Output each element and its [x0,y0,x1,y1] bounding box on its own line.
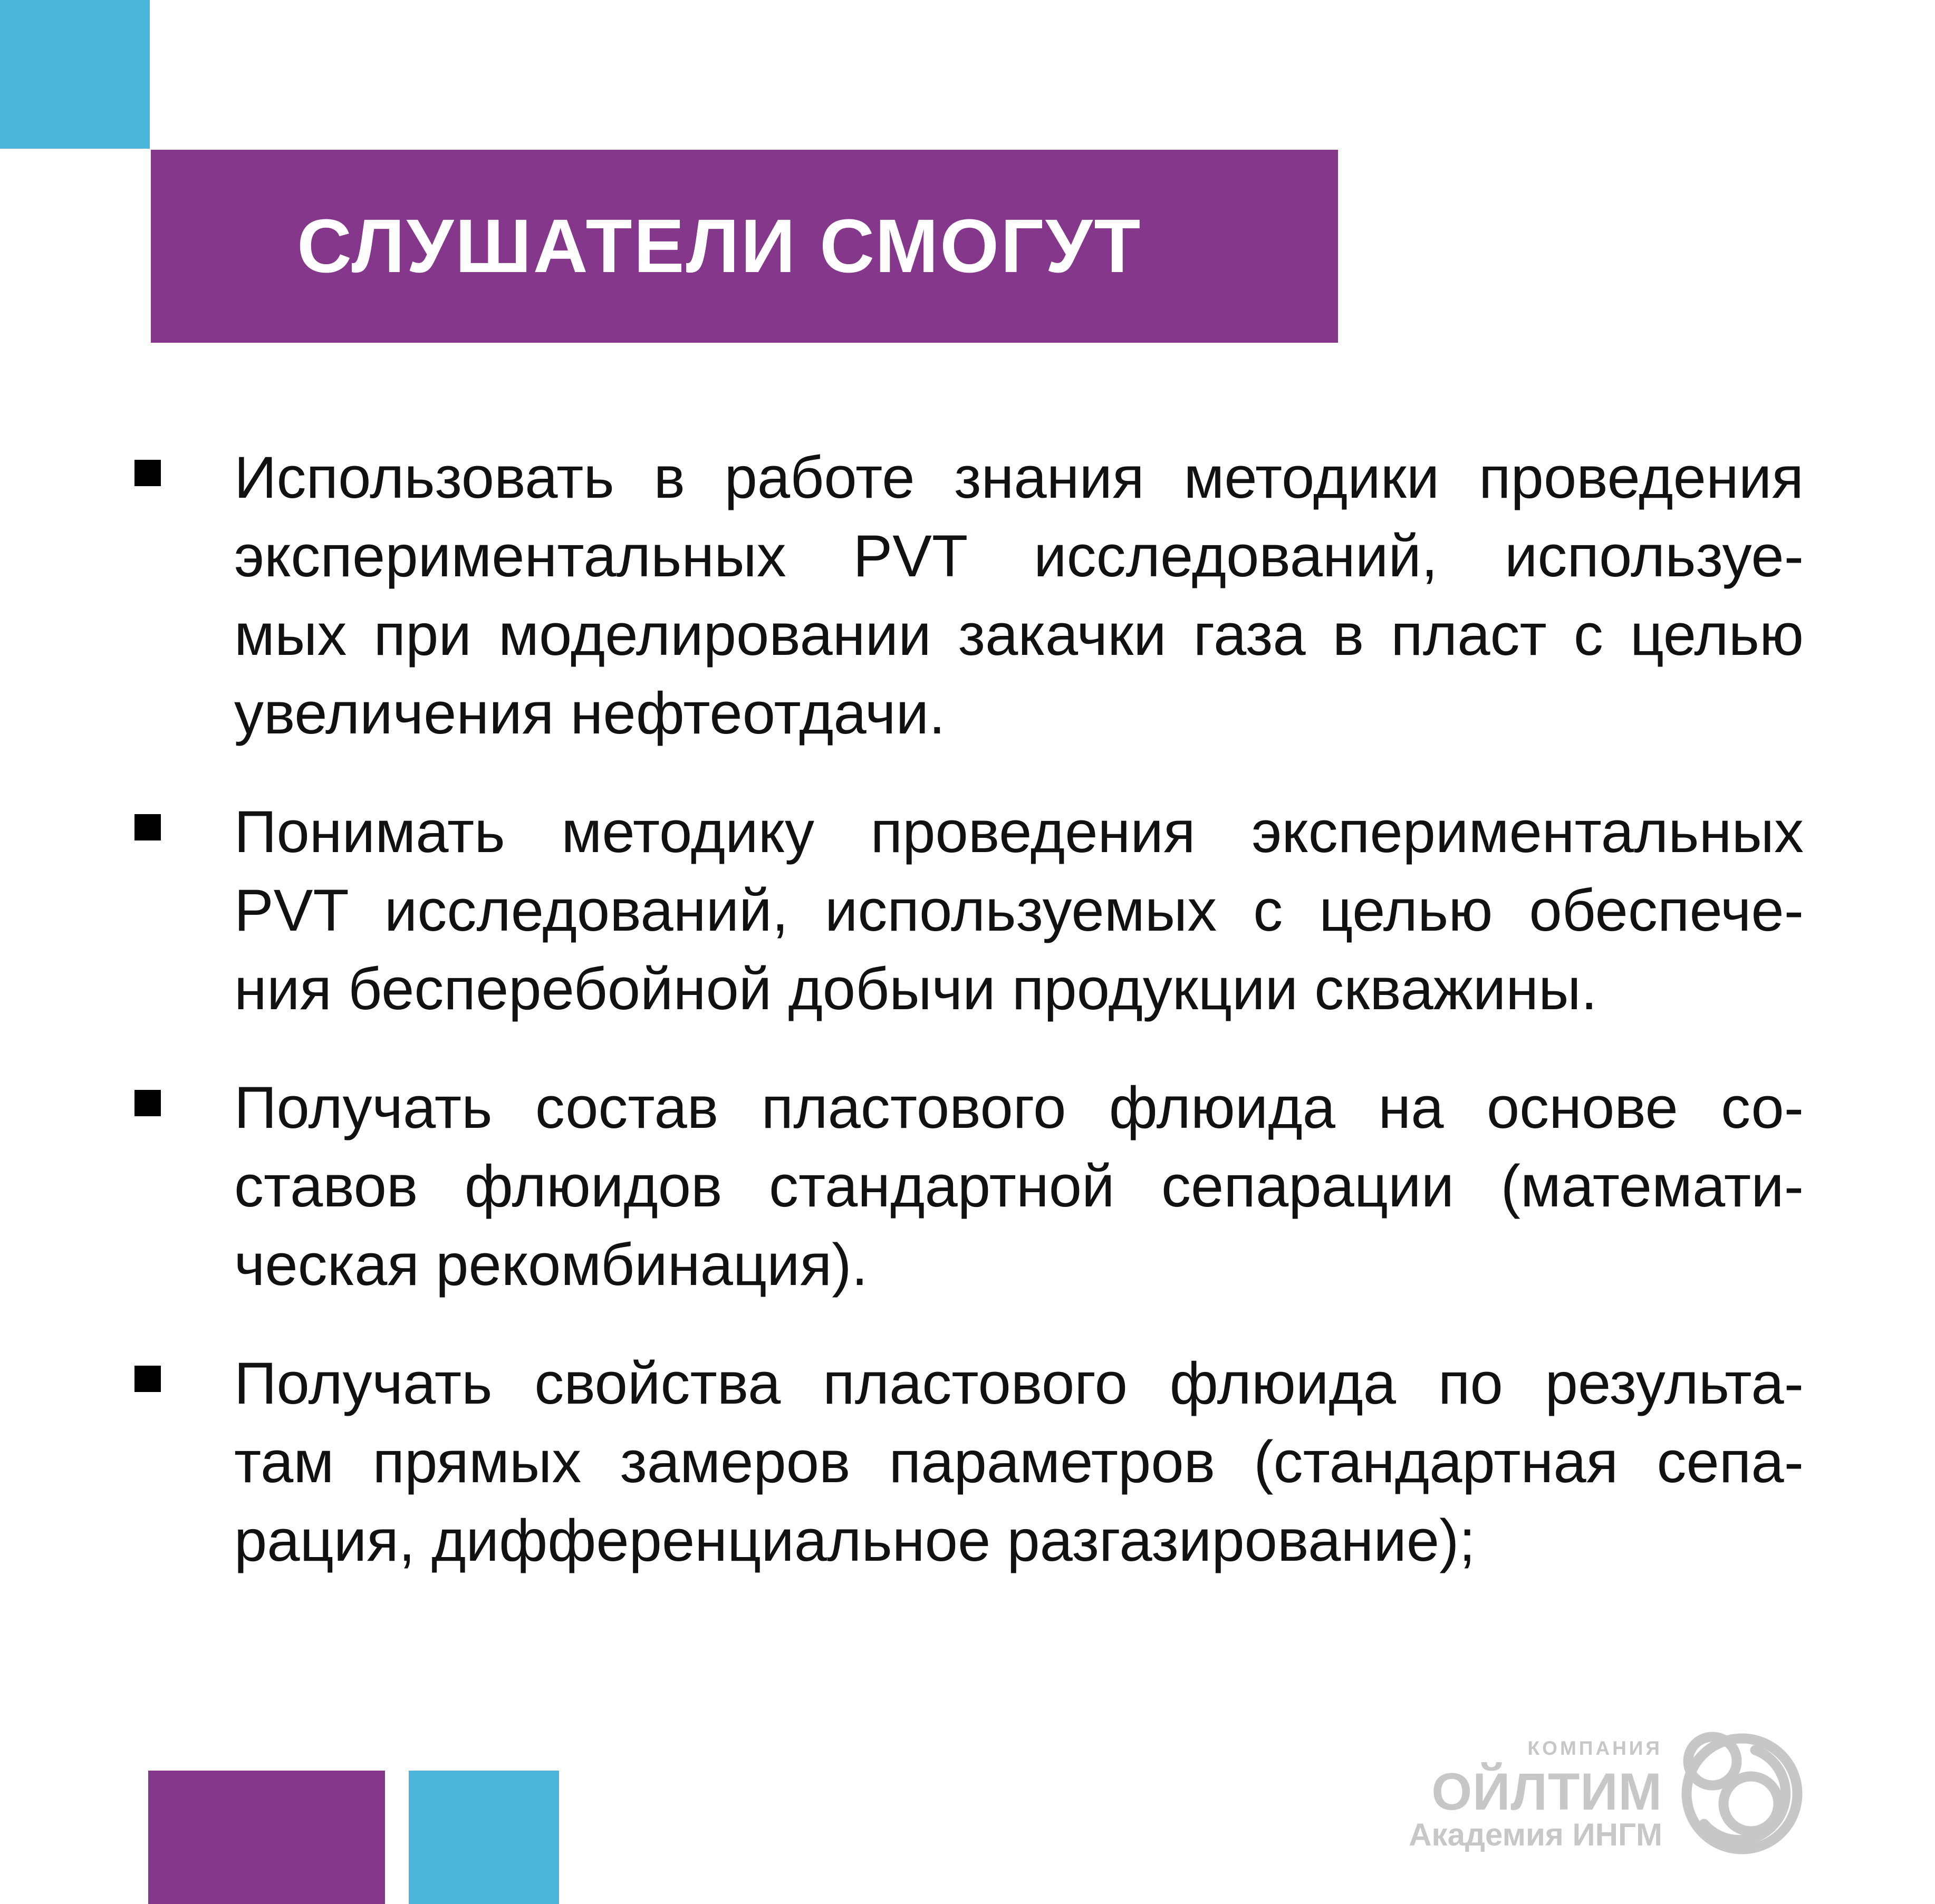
list-item [134,1344,1804,1580]
square-bullet-icon [134,1366,161,1392]
logo-company-label: КОМПАНИЯ [1527,1737,1662,1759]
decor-square-blue-top [0,0,150,149]
square-bullet-icon [134,814,161,840]
bullet-list [134,438,1804,1620]
logo-brand-name: ОЙЛТИМ [1431,1762,1662,1821]
square-bullet-icon [134,460,161,486]
decor-square-purple-bottom [148,1771,385,1904]
bullet-text: Получать свойства пластового флюида по результа- там прямых замеров параметров (стандартная сепа- рация, дифференциальное разгазирование); [234,1350,1804,1573]
oilteam-logo-icon [1661,1715,1820,1873]
title-banner [151,150,1338,343]
bullet-text: Понимать методику проведения экспериментальных PVT исследований, используемых с целью обеспече- ния бесперебойной добычи продукции скважины. [234,799,1804,1022]
list-item [134,792,1804,1028]
bullet-text: Использовать в работе знания методики проведения экспериментальных PVT исследований, используе- мых при моделировании закачки газа в пласт с целью увеличения нефтеотдачи. [234,444,1804,746]
footer-logo-text [1409,1737,1662,1851]
decor-square-blue-bottom [409,1771,559,1904]
list-item [134,438,1804,752]
page-title: СЛУШАТЕЛИ СМОГУТ [297,204,1142,288]
list-item [134,1068,1804,1304]
logo-academy-label: Академия ИНГМ [1409,1817,1662,1853]
square-bullet-icon [134,1090,161,1116]
bullet-text: Получать состав пластового флюида на основе со- ставов флюидов стандартной сепарации (математи- ческая рекомбинация). [234,1075,1804,1298]
